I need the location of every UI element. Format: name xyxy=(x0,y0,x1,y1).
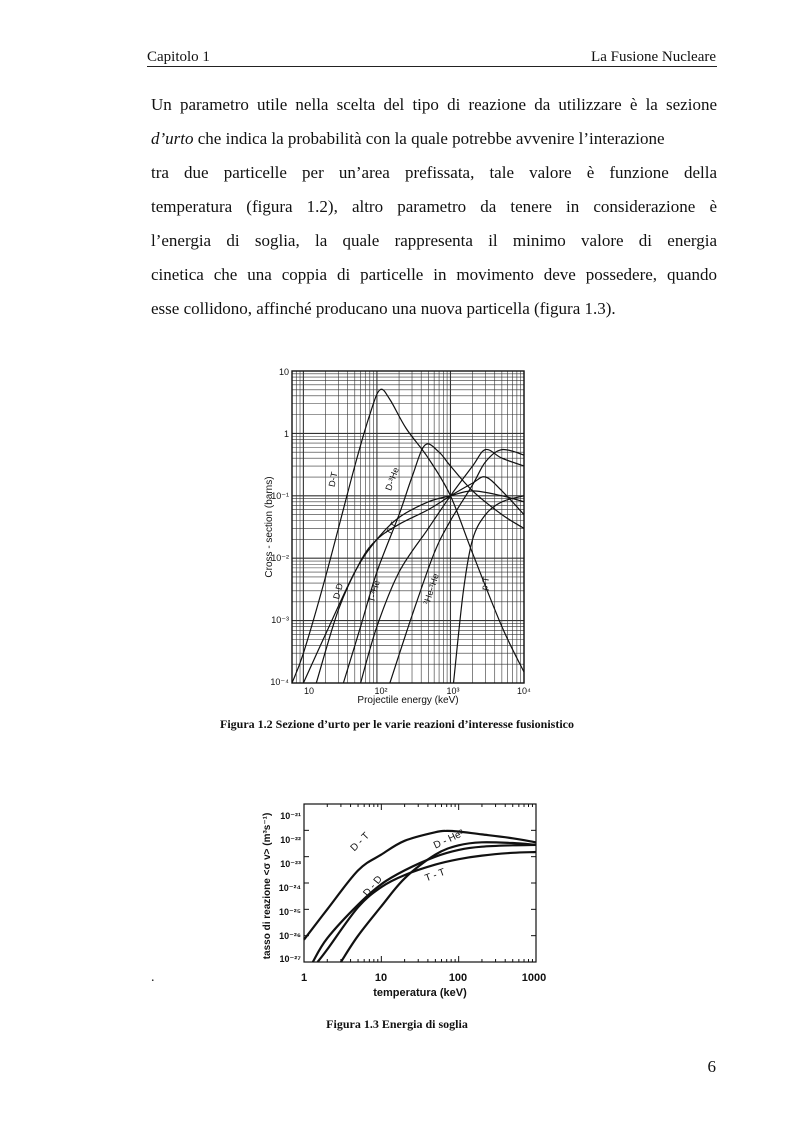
curve-label-d-3he: D-³He xyxy=(383,465,401,492)
y-tick-label: 10⁻²⁵ xyxy=(279,907,301,917)
x-tick-label: 10 xyxy=(374,972,388,984)
italic-term: d’urto xyxy=(151,129,194,148)
paragraph-line-rest: che indica la probabilità con la quale potrebbe avvenire l’interazione xyxy=(193,129,665,148)
y-tick-label: 10⁻¹ xyxy=(271,491,289,501)
paragraph-line: esse collidono, affinché producano una nuova particella (figura 1.3). xyxy=(151,299,616,318)
curve-label-d-he3: D - He³ xyxy=(432,827,466,852)
running-header-chapter: Capitolo 1 xyxy=(147,49,210,65)
curve-label-d-t: D - T xyxy=(348,830,372,854)
body-paragraph xyxy=(151,88,717,326)
figure-caption: Figura 1.2 Sezione d’urto per le varie reazioni d’interesse fusionistico xyxy=(220,717,574,731)
header-rule xyxy=(147,66,717,67)
y-tick-label: 10 xyxy=(278,367,289,377)
y-tick-label: 10⁻²⁷ xyxy=(279,954,301,964)
y-tick-label: 1 xyxy=(283,429,289,439)
paragraph-line: cinetica che una coppia di particelle in movimento deve possedere, quando xyxy=(151,265,717,284)
x-tick-label: 1000 xyxy=(521,972,547,984)
running-header-section: La Fusione Nucleare xyxy=(591,49,716,65)
x-tick-label: 10² xyxy=(374,686,388,696)
paragraph-line: temperatura (figura 1.2), altro parametro da tenere in considerazione è xyxy=(151,197,717,216)
y-tick-label: 10⁻²⁴ xyxy=(278,883,301,893)
paragraph-line: Un parametro utile nella scelta del tipo di reazione da utilizzare è la sezione xyxy=(151,95,717,114)
paragraph-line xyxy=(151,122,717,156)
y-tick-label: 10⁻²³ xyxy=(280,859,301,869)
y-tick-label: 10⁻²¹ xyxy=(280,811,301,821)
y-axis-label: Cross - section (barns) xyxy=(264,476,275,578)
figure-caption: Figura 1.3 Energia di soglia xyxy=(326,1017,468,1031)
y-tick-label: 10⁻³ xyxy=(271,615,289,625)
x-axis-label: Projectile energy (keV) xyxy=(357,695,459,706)
curve-label-d-d: D-D xyxy=(331,582,346,601)
y-axis-label: tasso di reazione <σ v> (m³s⁻¹) xyxy=(262,812,273,960)
x-tick-label: 10⁴ xyxy=(517,686,531,696)
curve-label-d-t: D-T xyxy=(326,471,340,488)
stray-mark: . xyxy=(151,970,155,985)
x-tick-label: 10³ xyxy=(446,686,460,696)
x-tick-label: 10 xyxy=(303,686,315,696)
paragraph-line: tra due particelle per un’area prefissata, tale valore è funzione della xyxy=(151,163,717,182)
y-tick-label: 10⁻²⁶ xyxy=(279,931,301,941)
curve-label-d-d: D - D xyxy=(361,873,385,899)
curve-label-t-t: T - T xyxy=(423,866,447,885)
page-number: 6 xyxy=(707,1057,716,1076)
curve-label-t-t: T-T xyxy=(383,520,399,537)
reaction-rate-chart xyxy=(258,800,548,1005)
y-tick-label: 10⁻⁴ xyxy=(270,677,289,687)
y-tick-label: 10⁻² xyxy=(271,553,289,563)
x-axis-label: temperatura (keV) xyxy=(373,987,467,999)
curve-label-p-t: p-T xyxy=(478,575,492,591)
curve-label-t-3he: T-³He xyxy=(366,579,382,604)
curve-label-3he-3he: ³He-³He xyxy=(421,572,441,606)
y-tick-label: 10⁻²² xyxy=(280,835,301,845)
cross-section-chart xyxy=(258,362,548,707)
x-tick-label: 1 xyxy=(300,972,308,984)
paragraph-line: l’energia di soglia, la quale rappresenta il minimo valore di energia xyxy=(151,231,717,250)
x-tick-label: 100 xyxy=(448,972,468,984)
